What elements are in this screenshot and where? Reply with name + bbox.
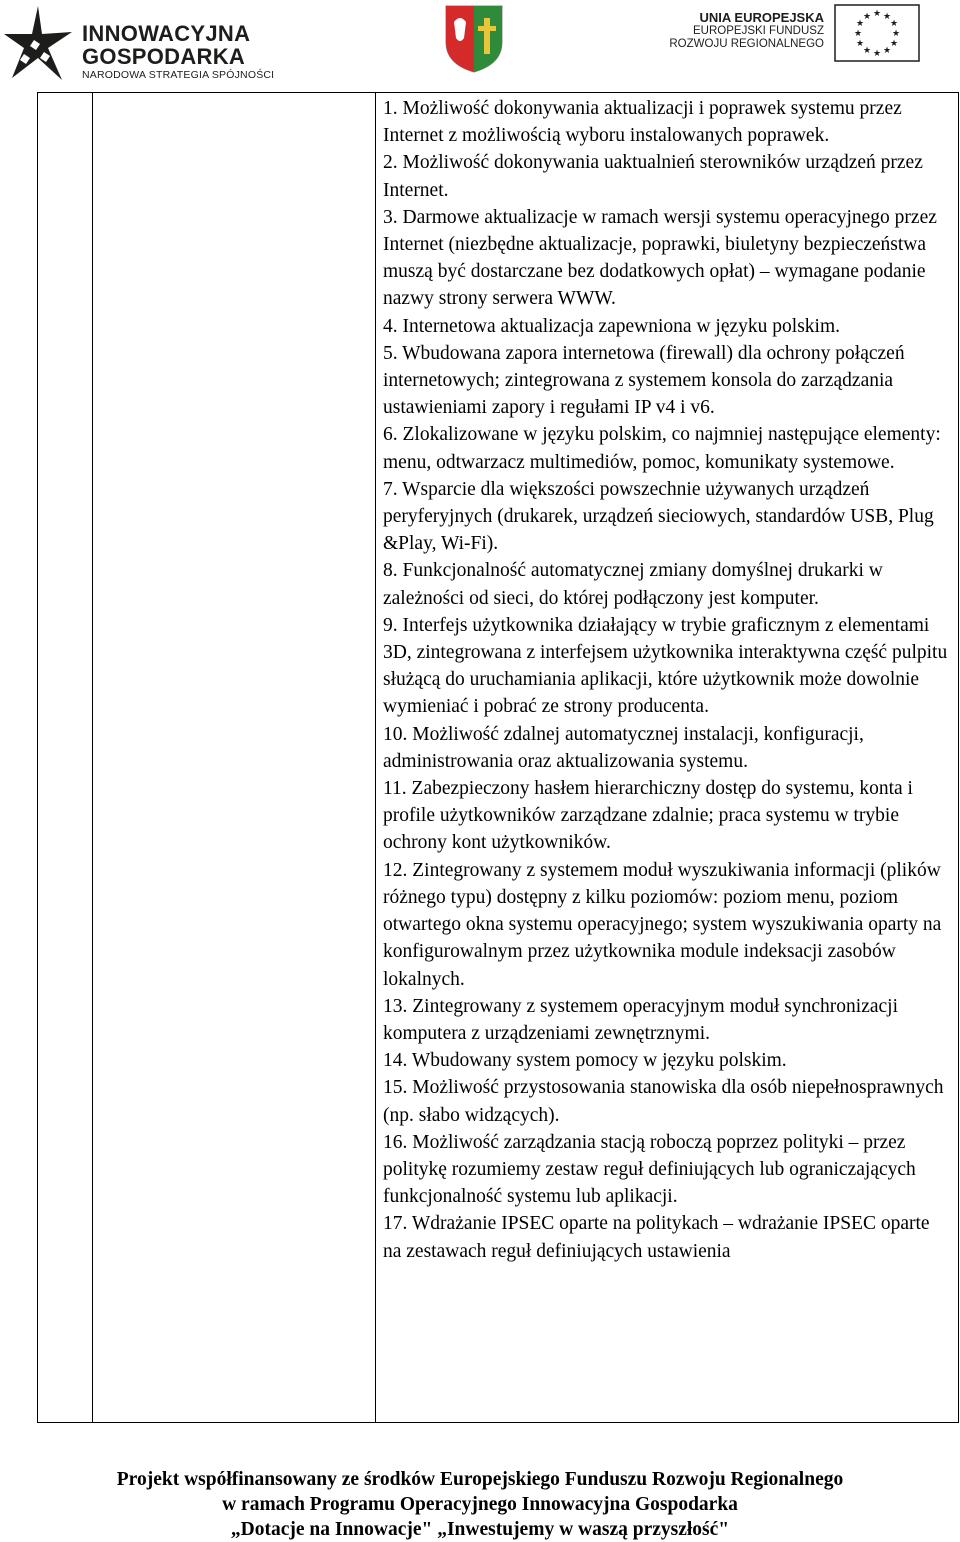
- footer-line3: „Dotacje na Innowacje" „Inwestujemy w waszą przyszłość": [230, 1519, 730, 1540]
- innowacyjna-gospodarka-logo: [4, 4, 275, 84]
- svg-text:★: ★: [855, 39, 865, 49]
- logo-title: [82, 22, 250, 68]
- table-cell-name: [93, 93, 376, 1423]
- table-cell-requirements: [376, 93, 959, 1423]
- page-header: [0, 0, 960, 92]
- list-item: 12. Zintegrowany z systemem moduł wyszukiwania informacji (plików różnego typu) dostępny z kilku poziomów: poziom menu, poziom otwartego okna systemu operacyjnego; system wyszukiwania oparty na konfigurowalnym przez użytkownika module indeksacji zasobów lokalnych.: [383, 859, 942, 990]
- svg-text:★: ★: [882, 46, 892, 56]
- list-item: 10. Możliwość zdalnej automatycznej instalacji, konfiguracji, administrowania oraz aktualizowania systemu.: [383, 723, 864, 772]
- footer-line1: Projekt współfinansowany ze środków Europejskiego Funduszu Rozwoju Regionalnego: [116, 1469, 844, 1490]
- list-item: 17. Wdrażanie IPSEC oparte na politykach – wdrażanie IPSEC oparte na zestawach reguł definiujących ustawienia: [383, 1213, 930, 1262]
- svg-text:★: ★: [862, 46, 872, 56]
- svg-text:★: ★: [891, 29, 901, 39]
- list-item: 11. Zabezpieczony hasłem hierarchiczny dostęp do systemu, konta i profile użytkowników zarządzane zdalnie; praca systemu w trybie ochrony kont użytkowników.: [383, 778, 913, 854]
- requirements-list: [383, 95, 950, 1265]
- eu-line3: ROZWOJU REGIONALNEGO: [669, 38, 824, 50]
- list-item: 4. Internetowa aktualizacja zapewniona w języku polskim.: [383, 315, 840, 337]
- logo-title-line1: INNOWACYJNA: [82, 21, 251, 46]
- svg-text:★: ★: [882, 12, 892, 22]
- specification-table: [37, 92, 959, 1423]
- table-cell-number: [38, 93, 93, 1423]
- list-item: 5. Wbudowana zapora internetowa (firewall) dla ochrony połączeń internetowych; zintegrowana z systemem konsola do zarządzania ustawieniami zapory i regułami IP v4 i v6.: [383, 342, 905, 419]
- footer-line2: w ramach Programu Operacyjnego Innowacyjna Gospodarka: [222, 1494, 738, 1515]
- list-item: 9. Interfejs użytkownika działający w trybie graficznym z elementami 3D, zintegrowana z interfejsem użytkownika interaktywna część pulpitu służącą do uruchamiania aplikacji, które użytkownik może dowolnie wymieniać i pobrać ze strony producenta.: [383, 614, 948, 718]
- eu-line1: UNIA EUROPEJSKA: [699, 10, 824, 25]
- star-logo-icon: [4, 4, 76, 84]
- list-item: 15. Możliwość przystosowania stanowiska dla osób niepełnosprawnych (np. słabo widzących).: [383, 1077, 944, 1126]
- list-item: 6. Zlokalizowane w języku polskim, co najmniej następujące elementy: menu, odtwarzacz multimediów, pomoc, komunikaty systemowe.: [383, 424, 941, 473]
- logo-subtitle: NARODOWA STRATEGIA SPÓJNOŚCI: [82, 69, 275, 81]
- eu-fund-logo: [669, 4, 928, 62]
- list-item: 13. Zintegrowany z systemem operacyjnym moduł synchronizacji komputera z urządzeniami zewnętrznymi.: [383, 995, 898, 1044]
- list-item: 1. Możliwość dokonywania aktualizacji i poprawek systemu przez Internet z możliwością wyboru instalowanych poprawek.: [383, 98, 902, 147]
- coat-of-arms-icon: [444, 4, 504, 74]
- svg-text:★: ★: [889, 19, 899, 29]
- page-footer: [0, 1467, 960, 1542]
- table-row: [38, 93, 959, 1423]
- svg-text:★: ★: [853, 29, 863, 39]
- svg-text:★: ★: [855, 19, 865, 29]
- list-item: 14. Wbudowany system pomocy w języku polskim.: [383, 1050, 787, 1072]
- list-item: 2. Możliwość dokonywania uaktualnień sterowników urządzeń przez Internet.: [383, 152, 923, 201]
- list-item: 7. Wsparcie dla większości powszechnie używanych urządzeń peryferyjnych (drukarek, urządzeń sieciowych, standardów USB, Plug &Play, Wi-Fi).: [383, 478, 934, 555]
- svg-text:★: ★: [889, 39, 899, 49]
- logo-title-line2: GOSPODARKA: [82, 44, 246, 69]
- svg-text:★: ★: [862, 12, 872, 22]
- svg-text:★: ★: [872, 9, 882, 19]
- eu-line2: EUROPEJSKI FUNDUSZ: [693, 25, 824, 37]
- list-item: 16. Możliwość zarządzania stacją roboczą poprzez polityki – przez politykę rozumiemy zestaw reguł definiujących lub ograniczających funkcjonalność systemu lub aplikacji.: [383, 1131, 916, 1208]
- svg-text:★: ★: [872, 49, 882, 59]
- eu-flag-icon: [834, 4, 920, 62]
- eu-fund-text: [669, 10, 824, 51]
- list-item: 8. Funkcjonalność automatycznej zmiany domyślnej drukarki w zależności od sieci, do której podłączony jest komputer.: [383, 560, 883, 609]
- list-item: 3. Darmowe aktualizacje w ramach wersji systemu operacyjnego przez Internet (niezbędne aktualizacje, poprawki, biuletyny bezpieczeństwa muszą być dostarczane bez dodatkowych opłat) – wymagane podanie nazwy strony serwera WWW.: [383, 206, 937, 310]
